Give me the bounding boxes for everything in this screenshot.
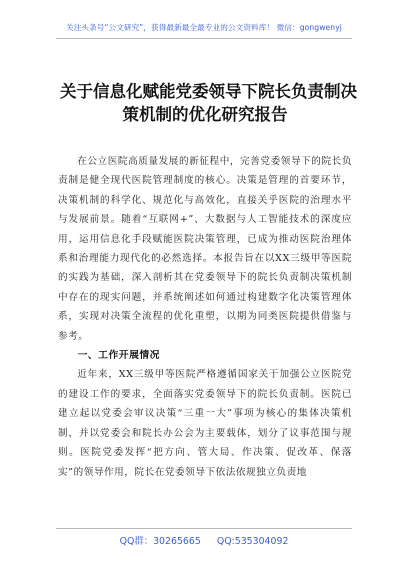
- document-body: [58, 152, 352, 482]
- footer-divider: [56, 528, 352, 529]
- footer-qq-number: QQ:535304092: [216, 536, 289, 547]
- header-promo-note: 关注头条号“公文研究”，获得最新最全最专业的公文资料库！ 微信：gongwenyj: [66, 23, 342, 32]
- title-line-2: 策机制的优化研究报告: [122, 105, 288, 124]
- section-heading-work-status: 一、工作开展情况: [77, 350, 160, 362]
- intro-paragraph: 在公立医院高质量发展的新征程中，完善党委领导下的院长负责制是健全现代医院管理制度的核心。决策是管理的首要环节，决策机制的科学化、规范化与高效化，直接关乎医院的治理水平与发展前景。随着“互联网+”、大数据与人工智能技术的深度应用，运用信息化手段赋能医院决策管理，已成为推动医院治理体系和治理能力现代化的必然选择。本报告旨在以XX三级甲等医院的实践为基础，深入剖析其在党委领导下的院长负责制决策机制中存在的现实问题，并系统阐述如何通过构建数字化决策管理体系，实现对决策全流程的优化重塑，以期为同类医院提供借鉴与参考。: [58, 156, 352, 342]
- footer-qq-group: QQ群：30265665: [119, 536, 201, 547]
- header-divider: [56, 38, 352, 39]
- document-title: [60, 80, 357, 126]
- section-paragraph: 近年来，XX三级甲等医院严格遵循国家关于加强公立医院党的建设工作的要求，全面落实党委领导下的院长负责制。医院已建立起以党委会审议决策“三重一大”事项为核心的集体决策机制，并以党委会和院长办公会为主要载体，划分了议事范围与规则。医院党委发挥“把方向、管大局、作决策、促改革、保落实”的领导作用，院长在党委领导下依法依规独立负责地: [58, 369, 352, 478]
- footer-contact: [0, 533, 408, 547]
- title-line-1: 关于信息化赋能党委领导下院长负责制决: [60, 82, 357, 101]
